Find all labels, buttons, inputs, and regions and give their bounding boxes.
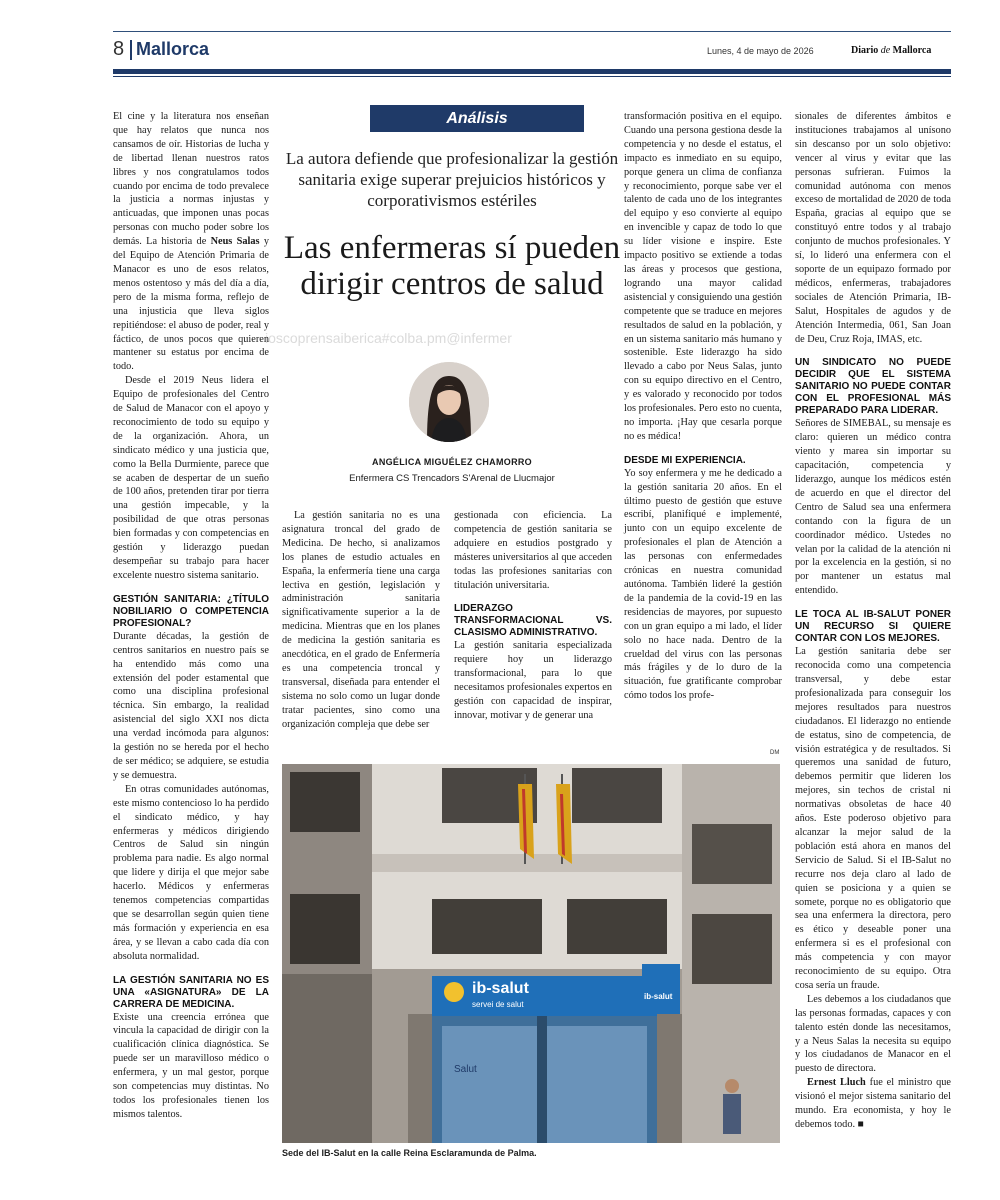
header-top-rule <box>113 31 951 32</box>
article-column-2 <box>282 509 440 732</box>
section-heading: DESDE MI EXPERIENCIA. <box>624 454 746 466</box>
sign-side-ib-salut: ib-salut <box>644 992 673 1001</box>
article-column-1 <box>113 110 269 1122</box>
author-name: ANGÉLICA MIGUÉLEZ CHAMORRO <box>372 457 532 467</box>
article-subheadline: La autora defiende que profesionalizar la gestión sanitaria exige superar prejuicios históricos y corporativismos estériles <box>285 149 619 210</box>
paragraph: Yo soy enfermera y me he dedicado a la gestión sanitaria 20 años. En el último puesto de gestión que estuve escribí, planifiqué e implementé, junto con un equipo excelente de profesionales el plan de Atención a las personas con enfermedades crónicas en nuestra comunidad autónoma. También lideré la gestión de la pandemia de la covid-19 en las residencias de mayores, por supuesto con un gran equipo a mi lado, el líder solo no hace nada. Dentro de la crueldad del virus con las personas más frágiles y de lo duro de la situación, fue gratificante comprobar cómo todos los profe- <box>624 467 782 702</box>
newspaper-masthead <box>851 45 931 56</box>
article-column-5 <box>795 110 951 1132</box>
section-heading: LA GESTIÓN SANITARIA NO ES UNA «ASIGNATURA» DE LA CARRERA DE MEDICINA. <box>113 974 269 1010</box>
paragraph: Existe una creencia errónea que vincula la capacidad de dirigir con la cualificación clínica diagnóstica. Se puede ser un maravilloso médico o enfermera, y un mal gestor, porque son competencias muy distintas. No todos los profesionales tienen los mismos talentos. <box>113 1011 269 1120</box>
building-photo <box>282 764 780 1143</box>
paragraph: La gestión sanitaria no es una asignatura troncal del grado de Medicina. De hecho, si analizamos los planes de estudio actuales en España, la enfermería tiene una carga lectiva en gestión, legislación y administración sanitaria significativamente superior a la de medicina. Mientras que en los planes de medicina la gestión sanitaria es anecdótica, en el grado de Enfermería es una competencia troncal y transversal, diseñada para entender el sistema no solo como un lugar donde tratar pacientes, sino como una organización compleja que debe ser <box>282 510 440 730</box>
paragraph: Señores de SIMEBAL, su mensaje es claro: quieren un médico contra viento y marea sin importar su capacitación, competencia y liderazgo, aunque los médicos estén de acuerdo en que el director del Centro de Salud sea una enfermera contando con la figura de un coordinador médico. Ustedes no velan por la calidad de la atención ni por la excelencia en la gestión, si no por mantener un estatus mal entendido. <box>795 418 951 597</box>
header-band-thin <box>113 76 951 77</box>
paragraph: transformación positiva en el equipo. Cuando una persona gestiona desde la competencia y no desde el estatus, el impacto es inmediato en su equipo, porque genera un clima de confianza y reconocimiento, porque sabe ver el talento de cada uno de los integrantes del equipo y eso convierte al equipo en invencible y capaz de todo lo que su líder visione e inspire. Este impacto positivo se extiende a todas las áreas y procesos que gestiona, logrando una mayor calidad asistencial y consiguiendo una gestión competente que se traduce en mejores resultados de salud en la población, y en un sistema sanitario más humano y sostenible. Este liderazgo ha sido llevado a cabo por Neus Salas, junto con su equipo directivo en el Centro, y es valorado y reconocido por todos los profesionales. Pero esto no cuenta, no importa. ¡Hay que cesarla porque no es médica! <box>624 111 782 442</box>
name-ernest-lluch: Ernest Lluch <box>807 1077 866 1089</box>
paragraph: La gestión sanitaria debe ser reconocida como una competencia transversal, y debe estar profesionalizada para conseguir los mejores resultados para nuestros ciudadanos. El liderazgo no entiende de estatus, sino de competencia, de visión estratégica y de resultados. Si queremos una sanidad de futuro, debemos permitir que lideren los mejores, sin techos de cristal ni normativas obsoletas de hace 40 años. Este poderoso objetivo para alcanzar la mejor salud de la población está ahora en manos del Servicio de Salud. Si el IB-Salut no recurre nos deja claro al lado de quien se posiciona y a quien se somete, porque no es obligatorio que sea una enfermera la directora, pero es ético y deseable poner una enfermera si es el profesional con más competencia y con mayor reconocimiento de su equipo. Otra cosa sería un fraude. <box>795 646 951 991</box>
photo-credit: DM <box>770 750 780 756</box>
photo-caption: Sede del IB-Salut en la calle Reina Esclaramunda de Palma. <box>282 1148 537 1158</box>
name-neus-salas: Neus Salas <box>210 236 260 248</box>
section-heading: UN SINDICATO NO PUEDE DECIDIR QUE EL SISTEMA SANITARIO NO PUEDE CONTAR CON EL PROFESIONAL MÁS PREPARADO PARA LIDERAR. <box>795 357 951 417</box>
author-photo <box>409 362 489 442</box>
analysis-label: Análisis <box>370 105 584 132</box>
article-column-4 <box>624 110 782 703</box>
watermark: ioscoprensaiberica#colba.pm@infermer <box>265 330 512 346</box>
masthead-word-3: Mallorca <box>892 45 932 56</box>
article-column-3 <box>454 509 612 723</box>
paragraph: En otras comunidades autónomas, este mismo contencioso lo ha perdido el sindicato médico, y hay enfermeras y médicos dirigiendo Centros de Salud sin ningún problema para nadie. Es algo normal que lidere y dirija el que mejor sabe hacerlo. Médicos y enfermeras tenemos competencias compartidas que se desarrollan según quien tiene más formación y experiencia en esa área, y se llevan a cabo cada día con absoluta normalidad. <box>113 783 269 962</box>
section-heading: GESTIÓN SANITARIA: ¿TÍTULO NOBILIARIO O COMPETENCIA PROFESIONAL? <box>113 593 269 629</box>
paragraph: Les debemos a los ciudadanos que las personas formadas, capaces y con talento estén donde las necesitamos, y a Neus Salas la necesita su equipo y los ciudadanos de Manacor en el puesto de directora. <box>795 993 951 1075</box>
issue-date: Lunes, 4 de mayo de 2026 <box>707 46 814 56</box>
section-heading: LE TOCA AL IB-SALUT PONER UN RECURSO SI QUIERE CONTAR CON LOS MEJORES. <box>795 609 951 645</box>
sign-ib-salut: ib-salut <box>472 980 529 997</box>
paragraph: gestionada con eficiencia. La competencia de gestión sanitaria se adquiere en estudios postgrado y másteres universitarios al que acceden todas las profesiones sanitarias con titulación universitaria. <box>454 510 612 591</box>
author-role: Enfermera CS Trencadors S'Arenal de Llucmajor <box>349 473 555 484</box>
sign-servei-de-salut: servei de salut <box>472 1000 524 1009</box>
paragraph: sionales de diferentes ámbitos e instituciones trabajamos al unísono sin descanso por un solo objetivo: vencer al virus y evitar que las personas sufrieran. Fuimos la comunidad autónoma con menos exceso de mortalidad de 2020 de toda España, gracias al equipo que se constituyó entre todos y al trabajo conjunto de muchos profesionales. Y sí, lo lideró una enfermera con el soporte de un equipazo formado por médicos, enfermeras, trabajadores sociales de Atención Primaria, IB-Salut, Hospitales de agudos y de Atención Intermedia, 061, San Joan de Deu, Cruz Roja, IMAS, etc. <box>795 111 951 345</box>
section-name: Mallorca <box>136 39 210 59</box>
article-headline: Las enfermeras sí pueden dirigir centros de salud <box>283 230 621 302</box>
paragraph: La gestión sanitaria especializada requiere hoy un liderazgo transformacional, para lo que necesitamos profesionales expertos en gestión con capacidad de inspirar, innovar, motivar y de generar una <box>454 640 612 721</box>
door-lettering: Salut <box>454 1064 477 1075</box>
section-heading: LIDERAZGO TRANSFORMACIONAL VS. CLASISMO ADMINISTRATIVO. <box>454 603 612 639</box>
section-divider <box>130 40 132 60</box>
paragraph: El cine y la literatura nos enseñan que hay relatos que nunca nos cansamos de oír. Historias de lucha y de libertad llenan nuestros ratos libres y nos congratulamos todos cuando por encima de todo prevalece la justicia a normas injustas y anticuadas, que imponen unas pocas personas con mucho poder sobre los demás. La historia de Neus Salas y del Equipo de Atención Primaria de Manacor es uno de esos relatos, menos ostentoso y más del día a día, pero de la misma forma, reflejo de una injusticia que lleva siglos repitiéndose: el abuso de poder, real y fáctico, de unos pocos que quieren mantener su estatus por encima de todo. <box>113 111 269 373</box>
masthead-word-2: de <box>880 45 891 56</box>
page-number: 8 <box>113 38 125 60</box>
paragraph: Desde el 2019 Neus lidera el Equipo de profesionales del Centro de Salud de Manacor con el apoyo y reconocimiento de todo su equipo y de la organización. Ahora, un sindicato médico y una justicia que, como la Bella Durmiente, parece que se acaben de despertar de un sueño de 100 años, pretenden tirar por tierra una gestión impecable, y la posibilidad de que otras personas bien formadas y con competencias en gestión y liderazgo puedan desempeñar su trabajo para hacer excelente nuestro sistema sanitario. <box>113 375 269 581</box>
paragraph: Durante décadas, la gestión de centros sanitarios en nuestro país se ha entendido más como una extensión del poder estamental que como una disciplina profesional técnica. Sin embargo, la realidad asistencial del siglo XXI nos dicta una verdad incómoda para algunos: la gestión no se hereda por el hecho de ser médico; se adquiere, se estudia y se demuestra. <box>113 630 269 781</box>
paragraph: Ernest Lluch fue el ministro que visionó el mejor sistema sanitario del mundo. Era economista, y hoy le debemos todo. ■ <box>795 1077 952 1130</box>
header-band <box>113 69 951 74</box>
masthead-word-1: Diario <box>851 45 879 56</box>
